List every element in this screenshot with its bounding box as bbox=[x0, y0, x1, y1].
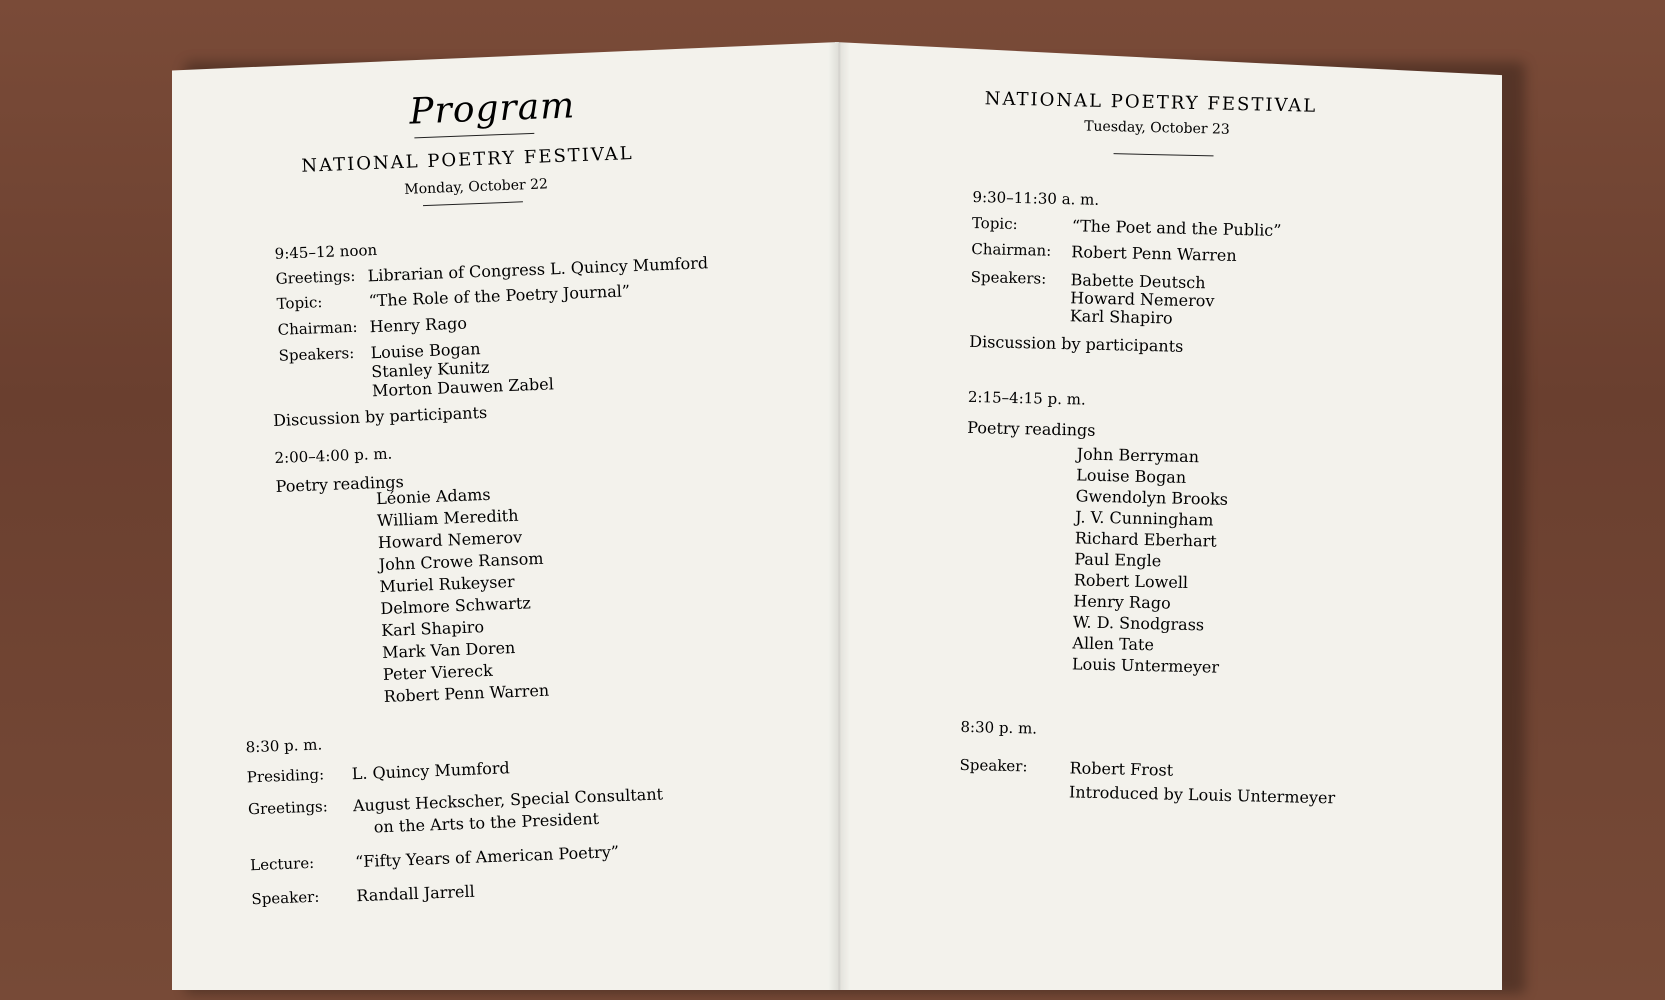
reader-name: Robert Penn Warren bbox=[383, 680, 550, 707]
reader-name: John Berryman bbox=[1076, 444, 1200, 467]
speakers-label: Speakers: bbox=[970, 267, 1047, 288]
reader-name: Mark Van Doren bbox=[381, 637, 516, 663]
reader-name: Peter Viereck bbox=[382, 660, 494, 685]
speaker-name: Morton Dauwen Zabel bbox=[371, 374, 555, 401]
speaker-name: Karl Shapiro bbox=[1069, 306, 1173, 328]
chairman-label: Chairman: bbox=[971, 239, 1052, 260]
presiding-label: Presiding: bbox=[246, 765, 325, 787]
evening-speaker-value: Randall Jarrell bbox=[356, 881, 476, 906]
chairman-label: Chairman: bbox=[277, 317, 358, 339]
topic-value: “The Poet and the Public” bbox=[1071, 216, 1282, 240]
reader-name: Muriel Rukeyser bbox=[379, 571, 515, 597]
reader-name: Howard Nemerov bbox=[377, 527, 523, 553]
lecture-value: “Fifty Years of American Poetry” bbox=[354, 842, 620, 872]
festival-heading: NATIONAL POETRY FESTIVAL bbox=[984, 88, 1318, 117]
reader-name: Richard Eberhart bbox=[1074, 528, 1217, 551]
topic-value: “The Role of the Poetry Journal” bbox=[368, 281, 631, 311]
morning-time: 9:30–11:30 a. m. bbox=[972, 187, 1100, 209]
afternoon-time: 2:15–4:15 p. m. bbox=[967, 387, 1086, 409]
reader-name: Henry Rago bbox=[1073, 591, 1171, 613]
topic-label: Topic: bbox=[971, 213, 1018, 234]
reader-name: Paul Engle bbox=[1074, 549, 1162, 571]
evening-time: 8:30 p. m. bbox=[245, 735, 323, 757]
speaker-name: Stanley Kunitz bbox=[370, 357, 490, 382]
reader-name: Louis Untermeyer bbox=[1071, 654, 1220, 677]
poetry-readings-label: Poetry readings bbox=[275, 472, 405, 497]
evening-greetings-value-cont: on the Arts to the President bbox=[373, 808, 600, 837]
reader-name: Allen Tate bbox=[1072, 633, 1155, 655]
discussion-note: Discussion by participants bbox=[272, 402, 488, 431]
presiding-value: L. Quincy Mumford bbox=[351, 758, 511, 784]
evening-speaker-value: Robert Frost bbox=[1069, 758, 1174, 780]
greetings-label: Greetings: bbox=[275, 266, 356, 288]
morning-time: 9:45–12 noon bbox=[274, 240, 378, 263]
reader-name: Delmore Schwartz bbox=[380, 593, 532, 619]
reader-name: John Crowe Ransom bbox=[378, 548, 544, 575]
speakers-label: Speakers: bbox=[278, 343, 355, 365]
reader-name: Gwendolyn Brooks bbox=[1075, 486, 1229, 509]
afternoon-time: 2:00–4:00 p. m. bbox=[274, 444, 393, 468]
evening-greetings-label: Greetings: bbox=[247, 797, 329, 819]
day-date: Monday, October 22 bbox=[404, 176, 549, 198]
reader-name: Karl Shapiro bbox=[380, 617, 485, 641]
poetry-readings-label: Poetry readings bbox=[967, 417, 1096, 440]
reader-name: Louise Bogan bbox=[1076, 465, 1187, 487]
speaker-name: Howard Nemerov bbox=[1070, 288, 1215, 311]
chairman-value: Robert Penn Warren bbox=[1071, 242, 1237, 265]
evening-speaker-label: Speaker: bbox=[251, 887, 320, 909]
greetings-value: Librarian of Congress L. Quincy Mumford bbox=[367, 253, 709, 286]
reader-name: Robert Lowell bbox=[1073, 570, 1189, 592]
program-title: Program bbox=[408, 85, 577, 133]
center-fold bbox=[828, 42, 850, 990]
evening-speaker-label: Speaker: bbox=[959, 755, 1028, 776]
reader-name: William Meredith bbox=[376, 505, 519, 531]
topic-label: Topic: bbox=[276, 293, 323, 313]
reader-name: Léonie Adams bbox=[375, 484, 491, 509]
festival-heading: NATIONAL POETRY FESTIVAL bbox=[300, 143, 635, 177]
speaker-name: Babette Deutsch bbox=[1070, 270, 1206, 293]
chairman-value: Henry Rago bbox=[369, 313, 468, 337]
evening-time: 8:30 p. m. bbox=[960, 717, 1038, 738]
lecture-label: Lecture: bbox=[249, 853, 315, 875]
introduced-note: Introduced by Louis Untermeyer bbox=[1068, 782, 1336, 808]
day-date: Tuesday, October 23 bbox=[1083, 118, 1230, 138]
reader-name: J. V. Cunningham bbox=[1075, 507, 1214, 530]
reader-name: W. D. Snodgrass bbox=[1072, 612, 1205, 635]
evening-greetings-value: August Heckscher, Special Consultant bbox=[352, 784, 664, 816]
speaker-name: Louise Bogan bbox=[370, 339, 481, 363]
discussion-note: Discussion by participants bbox=[969, 331, 1184, 356]
